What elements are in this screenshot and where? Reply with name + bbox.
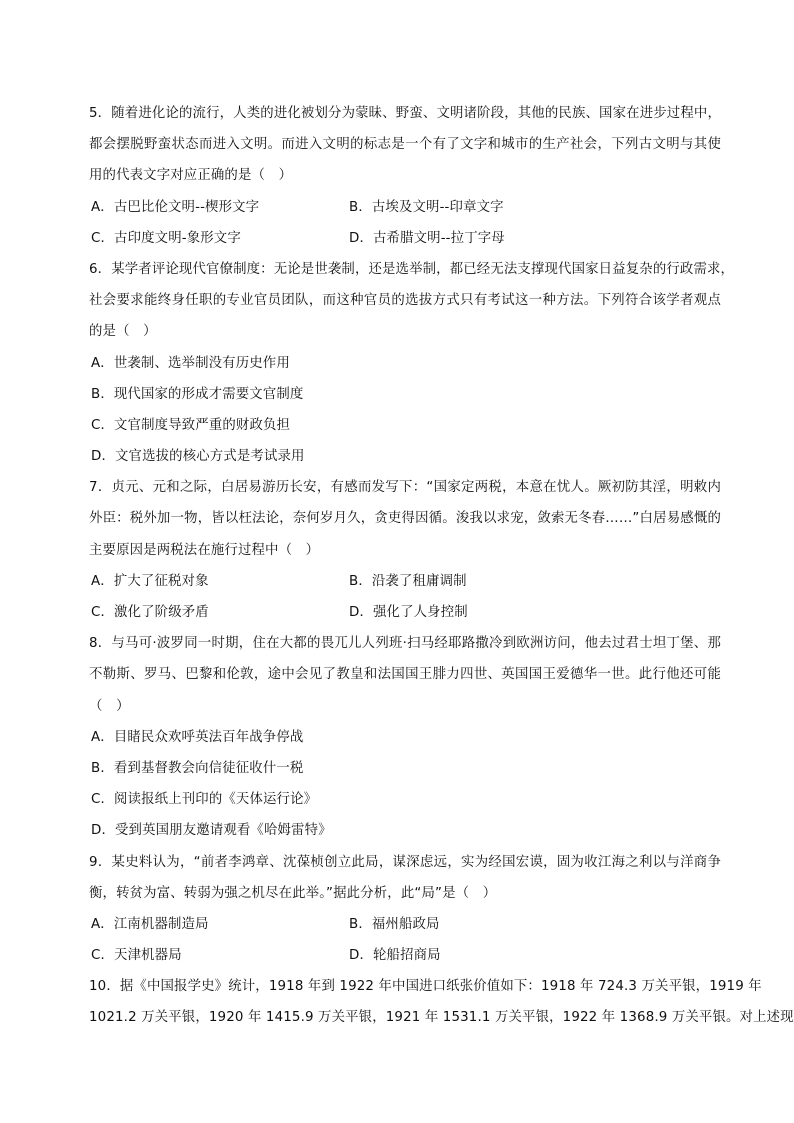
option-d[interactable]: D．受到英国朋友邀请观看《哈姆雷特》	[91, 823, 332, 839]
option-a[interactable]: A．世袭制、选举制没有历史作用	[91, 355, 290, 371]
option-d[interactable]: D．强化了人身控制	[349, 605, 468, 620]
question-stem-line: 衡，转贫为富、转弱为强之机尽在此举。”据此分析，此“局”是（ ）	[89, 885, 497, 901]
option-a[interactable]: A．古巴比伦文明--楔形文字	[91, 199, 260, 215]
question-stem-line: 5．随着进化论的流行，人类的进化被划分为蒙昧、野蛮、文明诸阶段，其他的民族、国家在进步过程中，	[89, 106, 721, 121]
question-stem-line: 的是（ ）	[89, 324, 157, 340]
option-c[interactable]: C．阅读报纸上刊印的《天体运行论》	[91, 792, 318, 808]
option-c[interactable]: C．天津机器局	[91, 948, 182, 964]
question-stem-line: 7．贞元、元和之际，白居易游历长安，有感而发写下：“国家定两税，本意在忧人。厥初防其淫，明敕内	[89, 480, 721, 496]
option-a[interactable]: A．目睹民众欢呼英法百年战争停战	[91, 729, 304, 745]
question-7	[89, 472, 721, 628]
option-a[interactable]: A．扩大了征税对象	[91, 573, 209, 589]
question-stem-line: 1021.2 万关平银，1920 年 1415.9 万关平银，1921 年 1531.1 万关平银，1922 年 1368.9 万关平银。对上述现	[89, 1010, 794, 1026]
options-row	[89, 566, 721, 597]
option-b[interactable]: B．古埃及文明--印章文字	[349, 199, 504, 215]
options-row	[89, 192, 721, 223]
option-b[interactable]: B．沿袭了租庸调制	[349, 573, 467, 589]
question-stem-line: 8．与马可·波罗同一时期，住在大都的畏兀儿人列班·扫马经耶路撒冷到欧洲访问，他去过君士坦丁堡、那	[89, 636, 721, 652]
question-8	[89, 628, 721, 846]
question-6	[89, 254, 735, 472]
question-stem-line: 都会摆脱野蛮状态而进入文明。而进入文明的标志是一个有了文字和城市的生产社会，下列古文明与其使	[89, 137, 721, 153]
option-c[interactable]: C．古印度文明-象形文字	[91, 230, 241, 246]
question-10	[89, 971, 794, 1033]
question-5	[89, 98, 721, 254]
options-row	[89, 909, 721, 940]
option-c[interactable]: C．激化了阶级矛盾	[91, 605, 209, 620]
option-d[interactable]: D．古希腊文明--拉丁字母	[349, 230, 505, 246]
option-c[interactable]: C．文官制度导致严重的财政负担	[91, 417, 291, 433]
question-stem-line: 9．某史料认为，“前者李鸿章、沈葆桢创立此局，谋深虑远，实为经国宏谟，固为收江海之利以与洋商争	[89, 854, 721, 870]
question-stem-line: 外臣：税外加一物，皆以枉法论，奈何岁月久，贪吏得因循。浚我以求宠，敛索无冬春……”白居易感慨的	[89, 511, 721, 527]
option-b[interactable]: B．现代国家的形成才需要文官制度	[91, 386, 304, 402]
options-row	[89, 597, 721, 628]
question-stem-line: 10．据《中国报学史》统计，1918 年到 1922 年中国进口纸张价值如下：1918 年 724.3 万关平银，1919 年	[89, 979, 762, 995]
question-9	[89, 847, 721, 972]
option-a[interactable]: A．江南机器制造局	[91, 916, 209, 932]
question-list	[89, 98, 794, 1034]
question-stem-line: 6．某学者评论现代官僚制度：无论是世袭制，还是选举制，都已经无法支撑现代国家日益复杂的行政需求，	[89, 261, 735, 277]
question-stem-line: 主要原因是两税法在施行过程中（ ）	[89, 542, 320, 558]
option-d[interactable]: D．轮船招商局	[349, 948, 441, 964]
option-d[interactable]: D．文官选拔的核心方式是考试录用	[91, 449, 305, 465]
option-b[interactable]: B．福州船政局	[349, 916, 440, 932]
question-stem-line: 用的代表文字对应正确的是（ ）	[89, 168, 293, 184]
question-stem-line: 不勒斯、罗马、巴黎和伦敦，途中会见了教皇和法国国王腓力四世、英国国王爱德华一世。此行他还可能	[89, 667, 721, 683]
question-stem-line: （ ）	[89, 698, 130, 714]
option-b[interactable]: B．看到基督教会向信徒征收什一税	[91, 760, 304, 776]
options-row	[89, 940, 721, 971]
options-row	[89, 223, 721, 254]
question-stem-line: 社会要求能终身任职的专业官员团队，而这种官员的选拔方式只有考试这一种方法。下列符合该学者观点	[89, 293, 721, 309]
